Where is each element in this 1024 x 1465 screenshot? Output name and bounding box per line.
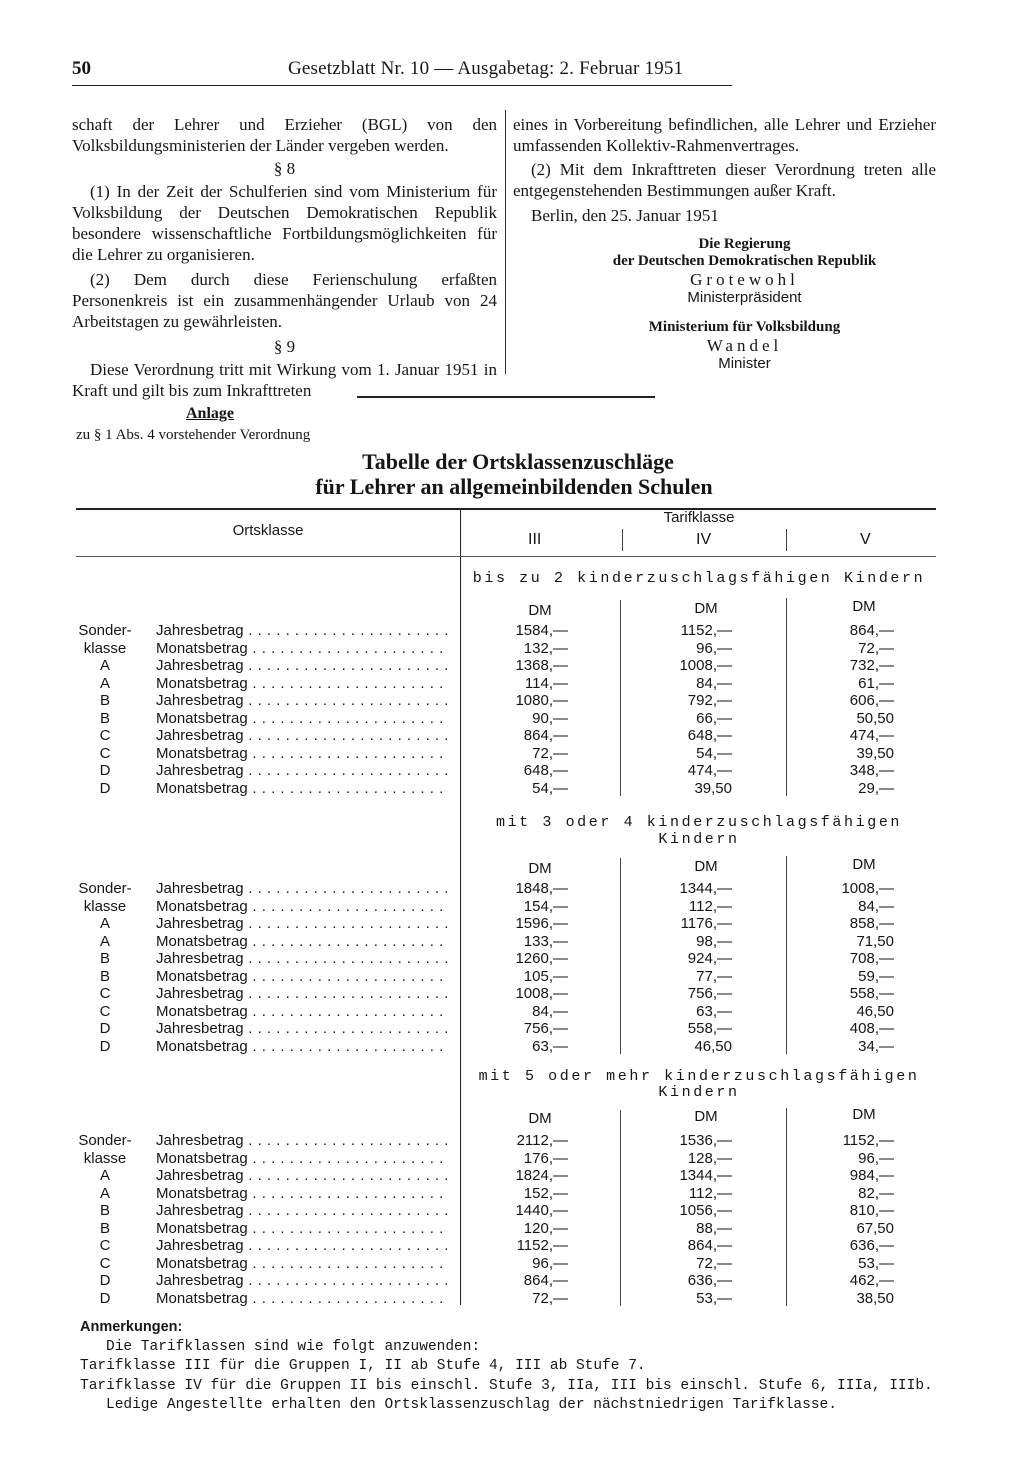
row-ortsklasse: B (99, 1202, 110, 1219)
header-rule (72, 85, 732, 86)
row-betrag-label: Monatsbetrag . . . (156, 640, 448, 657)
table-row (0, 880, 1024, 897)
column-header-class-v: V (860, 531, 871, 548)
page-number: 50 (72, 58, 91, 79)
section-8-para-1: (1) In der Zeit der Schulferien sind vom Ministerium für Volksbildung der Deutschen Demokratischen Republik besondere wissenschaftliche Fortbildungsmöglichkeiten für die Lehrer zu organisieren. (72, 182, 497, 264)
row-value-v: 984,— (849, 1167, 894, 1184)
row-betrag-label: Jahresbetrag . . . (156, 985, 448, 1002)
row-value-iii: 133,— (523, 932, 568, 950)
row-ortsklasse: A (99, 1184, 110, 1202)
row-betrag-label: Jahresbetrag . . . (156, 1020, 448, 1037)
row-ortsklasse: A (99, 915, 110, 932)
section-2-caption: mit 3 oder 4 kinderzuschlagsfähigen (495, 814, 903, 831)
row-value-iii: 1848,— (515, 880, 568, 897)
row-value-v: 50,50 (856, 709, 894, 727)
row-value-iii: 864,— (523, 727, 568, 744)
section-2-caption-2: Kindern (658, 831, 740, 848)
notes-heading: Anmerkungen: (80, 1319, 183, 1335)
row-value-iv: 558,— (687, 1020, 732, 1037)
row-value-v: 82,— (858, 1184, 894, 1202)
row-value-iii: 72,— (532, 1289, 568, 1307)
row-value-iv: 756,— (687, 985, 732, 1002)
row-betrag-label: Monatsbetrag . . . (156, 1185, 448, 1202)
government-line-2: der Deutschen Demokratischen Republik (612, 253, 877, 269)
row-betrag-label: Monatsbetrag . . . (156, 968, 448, 985)
row-betrag-label: Jahresbetrag . . . (156, 762, 448, 779)
row-ortsklasse: C (99, 727, 111, 744)
row-betrag-label: Monatsbetrag . . . (156, 1003, 448, 1020)
row-ortsklasse: A (99, 1167, 110, 1184)
unit-label: DM (528, 602, 552, 619)
row-betrag-label: Monatsbetrag . . . (156, 1220, 448, 1237)
row-value-iii: 72,— (532, 744, 568, 762)
row-ortsklasse: D (99, 779, 111, 797)
row-value-iv: 98,— (696, 932, 732, 950)
unit-label: DM (852, 598, 876, 615)
row-ortsklasse: A (99, 932, 110, 950)
section-1-caption: bis zu 2 kinderzuschlagsfähigen Kindern (472, 570, 926, 587)
table-row (0, 1132, 1024, 1149)
section-9-para-1: Diese Verordnung tritt mit Wirkung vom 1. Januar 1951 in Kraft und gilt bis zum Inkrafttreten (72, 360, 497, 400)
row-value-v: 708,— (849, 950, 894, 967)
row-value-iv: 77,— (696, 967, 732, 985)
column-header-class-iv: IV (696, 531, 712, 548)
column-header-ortsklasse: Ortsklasse (232, 522, 304, 539)
row-betrag-label: Jahresbetrag . . . (156, 880, 448, 897)
row-value-v: 348,— (849, 762, 894, 779)
row-value-iv: 1344,— (679, 1167, 732, 1184)
column-header-tarifklasse: Tarifklasse (663, 509, 735, 526)
row-betrag-label: Jahresbetrag . . . (156, 692, 448, 709)
row-value-iv: 53,— (696, 1289, 732, 1307)
row-value-iv: 1344,— (679, 880, 732, 897)
row-ortsklasse: D (99, 1037, 111, 1055)
row-value-iv: 112,— (688, 897, 732, 915)
row-value-v: 71,50 (856, 932, 894, 950)
row-value-iii: 96,— (532, 1254, 568, 1272)
city-date: Berlin, den 25. Januar 1951 (531, 206, 719, 225)
row-betrag-label: Jahresbetrag . . . (156, 1272, 448, 1289)
row-value-iv: 1056,— (679, 1202, 732, 1219)
table-row (0, 985, 1024, 1002)
row-betrag-label: Jahresbetrag . . . (156, 1132, 448, 1149)
row-betrag-label: Monatsbetrag . . . (156, 675, 448, 692)
section-8-para-2: (2) Dem durch diese Ferienschulung erfaßten Personenkreis ist ein zusammenhängender Urlaub von 24 Arbeitstagen zu gewährleisten. (72, 270, 497, 331)
row-ortsklasse: C (99, 744, 111, 762)
row-value-iii: 1152,— (516, 1237, 568, 1254)
ministry-signer: Wandel (706, 336, 783, 355)
table-row (0, 762, 1024, 779)
table-header-rule (76, 556, 936, 557)
row-betrag-label: Monatsbetrag . . . (156, 898, 448, 915)
row-ortsklasse: B (99, 950, 110, 967)
row-value-v: 34,— (858, 1037, 894, 1055)
notes-line-4: Ledige Angestellte erhalten den Ortsklassenzuschlag der nächstniedrigen Tarifklasse. (106, 1397, 837, 1413)
row-value-iii: 1440,— (515, 1202, 568, 1219)
row-value-iv: 39,50 (694, 779, 732, 797)
header-divider-iii-iv (622, 529, 623, 551)
unit-label: DM (528, 1110, 552, 1127)
row-value-v: 39,50 (856, 744, 894, 762)
row-value-iii: 154,— (523, 897, 568, 915)
unit-label: DM (528, 860, 552, 877)
row-betrag-label: Jahresbetrag . . . (156, 1167, 448, 1184)
row-value-iii: 152,— (523, 1184, 568, 1202)
row-ortsklasse: B (99, 967, 110, 985)
table-row (0, 1150, 1024, 1167)
row-value-iv: 1152,— (680, 622, 732, 639)
row-betrag-label: Jahresbetrag . . . (156, 950, 448, 967)
row-value-iv: 72,— (696, 1254, 732, 1272)
government-signer: Grotewohl (690, 270, 799, 289)
row-ortsklasse: A (99, 657, 110, 674)
row-ortsklasse: klasse (83, 639, 127, 657)
row-value-iv: 864,— (687, 1237, 732, 1254)
row-betrag-label: Monatsbetrag . . . (156, 1038, 448, 1055)
unit-label: DM (694, 1108, 718, 1125)
row-value-v: 59,— (858, 967, 894, 985)
row-value-v: 46,50 (856, 1002, 894, 1020)
table-row (0, 1185, 1024, 1202)
table-title-line-2: für Lehrer an allgemeinbildenden Schulen (315, 474, 713, 499)
row-ortsklasse: B (99, 709, 110, 727)
row-value-iii: 84,— (532, 1002, 568, 1020)
row-value-v: 53,— (858, 1254, 894, 1272)
row-value-iii: 132,— (523, 639, 568, 657)
row-value-iii: 1596,— (515, 915, 568, 932)
row-value-iv: 84,— (696, 674, 732, 692)
right-paragraph-1: eines in Vorbereitung befindlichen, alle Lehrer und Erzieher umfassenden Kollektiv-Rahmenvertrages. (513, 115, 936, 155)
row-value-iii: 1368,— (515, 657, 568, 674)
row-value-iv: 648,— (687, 727, 732, 744)
section-9-heading: § 9 (273, 337, 296, 356)
page-header (0, 58, 1024, 82)
table-row (0, 1003, 1024, 1020)
row-value-iv: 792,— (687, 692, 732, 709)
right-paragraph-2: (2) Mit dem Inkrafttreten dieser Verordnung treten alle entgegenstehenden Bestimmungen außer Kraft. (513, 160, 936, 200)
row-betrag-label: Jahresbetrag . . . (156, 727, 448, 744)
row-value-v: 810,— (849, 1202, 894, 1219)
row-value-iii: 1080,— (515, 692, 568, 709)
table-title-line-1: Tabelle der Ortsklassenzuschläge (362, 449, 674, 474)
right-column (513, 114, 936, 372)
row-ortsklasse: A (99, 674, 110, 692)
row-ortsklasse: Sonder- (78, 622, 132, 639)
row-betrag-label: Monatsbetrag . . . (156, 933, 448, 950)
table-row (0, 710, 1024, 727)
table-row (0, 1255, 1024, 1272)
table-row (0, 745, 1024, 762)
table-row (0, 950, 1024, 967)
government-role: Ministerpräsident (687, 289, 802, 306)
row-betrag-label: Jahresbetrag . . . (156, 657, 448, 674)
section-rule (357, 396, 655, 398)
left-paragraph-1: schaft der Lehrer und Erzieher (BGL) von den Volksbildungsministerien der Länder vergeben werden. (72, 115, 497, 155)
unit-label: DM (694, 858, 718, 875)
notes (80, 1318, 940, 1416)
column-header-class-iii: III (528, 531, 542, 548)
table-row (0, 915, 1024, 932)
row-ortsklasse: klasse (83, 1149, 127, 1167)
row-value-iii: 176,— (523, 1149, 568, 1167)
row-ortsklasse: D (99, 1272, 111, 1289)
row-ortsklasse: C (99, 1237, 111, 1254)
table-row (0, 692, 1024, 709)
annex-label: Anlage (186, 405, 234, 422)
row-value-iii: 864,— (523, 1272, 568, 1289)
row-ortsklasse: C (99, 985, 111, 1002)
row-value-v: 29,— (858, 779, 894, 797)
table-row (0, 968, 1024, 985)
table-row (0, 727, 1024, 744)
table-row (0, 1237, 1024, 1254)
row-betrag-label: Jahresbetrag . . . (156, 1237, 448, 1254)
row-value-iii: 1260,— (515, 950, 568, 967)
government-line-1: Die Regierung (698, 236, 791, 252)
row-value-iii: 1824,— (515, 1167, 568, 1184)
row-betrag-label: Monatsbetrag . . . (156, 780, 448, 797)
row-value-iv: 636,— (687, 1272, 732, 1289)
row-value-v: 1152,— (842, 1132, 894, 1149)
table-row (0, 622, 1024, 639)
row-value-iv: 1008,— (679, 657, 732, 674)
row-betrag-label: Monatsbetrag . . . (156, 1290, 448, 1307)
row-value-v: 67,50 (856, 1219, 894, 1237)
section-3-caption-2: Kindern (658, 1084, 740, 1101)
signature-block (513, 236, 936, 372)
row-value-iii: 1008,— (515, 985, 568, 1002)
row-value-iv: 46,50 (694, 1037, 732, 1055)
row-value-v: 732,— (849, 657, 894, 674)
row-ortsklasse: C (99, 1254, 111, 1272)
row-value-iii: 105,— (523, 967, 568, 985)
row-value-v: 38,50 (856, 1289, 894, 1307)
row-ortsklasse: klasse (83, 897, 127, 915)
row-value-iv: 924,— (687, 950, 732, 967)
unit-label: DM (852, 856, 876, 873)
notes-line-1: Die Tarifklassen sind wie folgt anzuwenden: (106, 1338, 481, 1355)
row-value-v: 84,— (858, 897, 894, 915)
row-ortsklasse: Sonder- (78, 1132, 132, 1149)
notes-line-2: Tarifklasse III für die Gruppen I, II ab Stufe 4, III ab Stufe 7. (80, 1358, 646, 1374)
row-value-iv: 474,— (687, 762, 732, 779)
row-value-iv: 63,— (696, 1002, 732, 1020)
left-column (72, 114, 497, 405)
row-value-iii: 2112,— (516, 1132, 568, 1149)
row-value-iii: 648,— (523, 762, 568, 779)
row-value-iii: 120,— (523, 1219, 568, 1237)
row-ortsklasse: Sonder- (78, 880, 132, 897)
unit-label: DM (694, 600, 718, 617)
row-value-iv: 1176,— (680, 915, 732, 932)
table-row (0, 780, 1024, 797)
table-row (0, 1038, 1024, 1055)
row-value-iv: 66,— (696, 709, 732, 727)
section-8-heading: § 8 (273, 159, 296, 178)
row-value-v: 858,— (849, 915, 894, 932)
table-row (0, 1220, 1024, 1237)
row-value-v: 72,— (858, 639, 894, 657)
row-value-iii: 1584,— (515, 622, 568, 639)
annex-reference: zu § 1 Abs. 4 vorstehender Verordnung (76, 427, 311, 443)
row-value-iii: 756,— (523, 1020, 568, 1037)
row-value-v: 61,— (858, 674, 894, 692)
table-row (0, 1167, 1024, 1184)
table-row (0, 675, 1024, 692)
unit-label: DM (852, 1106, 876, 1123)
row-value-v: 864,— (849, 622, 894, 639)
row-value-iii: 114,— (524, 674, 568, 692)
row-ortsklasse: D (99, 1289, 111, 1307)
row-value-v: 462,— (849, 1272, 894, 1289)
row-value-v: 408,— (849, 1020, 894, 1037)
row-betrag-label: Monatsbetrag . . . (156, 745, 448, 762)
row-value-iv: 88,— (696, 1219, 732, 1237)
ministry-line: Ministerium für Volksbildung (648, 319, 841, 335)
table-row (0, 1290, 1024, 1307)
row-ortsklasse: D (99, 762, 111, 779)
header-divider-iv-v (786, 529, 787, 551)
row-value-v: 636,— (849, 1237, 894, 1254)
row-ortsklasse: C (99, 1002, 111, 1020)
row-value-iii: 90,— (532, 709, 568, 727)
table-row (0, 640, 1024, 657)
table-row (0, 657, 1024, 674)
row-betrag-label: Monatsbetrag . . . (156, 710, 448, 727)
row-betrag-label: Monatsbetrag . . . (156, 1150, 448, 1167)
row-value-v: 96,— (858, 1149, 894, 1167)
row-betrag-label: Monatsbetrag . . . (156, 1255, 448, 1272)
column-divider (505, 110, 506, 374)
row-value-iv: 112,— (688, 1184, 732, 1202)
table-row (0, 898, 1024, 915)
row-betrag-label: Jahresbetrag . . . (156, 1202, 448, 1219)
notes-line-3: Tarifklasse IV für die Gruppen II bis einschl. Stufe 3, IIa, III bis einschl. Stufe 6, IIIa, IIIb. (80, 1377, 933, 1394)
row-ortsklasse: B (99, 1219, 110, 1237)
table-row (0, 933, 1024, 950)
table-row (0, 1202, 1024, 1219)
ministry-role: Minister (718, 355, 771, 372)
row-value-iv: 128,— (687, 1149, 732, 1167)
row-value-v: 558,— (849, 985, 894, 1002)
row-value-iv: 1536,— (679, 1132, 732, 1149)
row-value-iii: 63,— (532, 1037, 568, 1055)
row-value-iii: 54,— (532, 779, 568, 797)
section-3-caption: mit 5 oder mehr kinderzuschlagsfähigen (478, 1068, 920, 1085)
row-betrag-label: Jahresbetrag . . . (156, 622, 448, 639)
row-ortsklasse: B (99, 692, 110, 709)
row-ortsklasse: D (99, 1020, 111, 1037)
table-row (0, 1272, 1024, 1289)
header-title: Gesetzblatt Nr. 10 — Ausgabetag: 2. Februar 1951 (288, 58, 684, 79)
row-value-v: 1008,— (841, 880, 894, 897)
row-betrag-label: Jahresbetrag . . . (156, 915, 448, 932)
row-value-iv: 96,— (696, 639, 732, 657)
row-value-v: 606,— (849, 692, 894, 709)
row-value-v: 474,— (849, 727, 894, 744)
table-row (0, 1020, 1024, 1037)
row-value-iv: 54,— (696, 744, 732, 762)
